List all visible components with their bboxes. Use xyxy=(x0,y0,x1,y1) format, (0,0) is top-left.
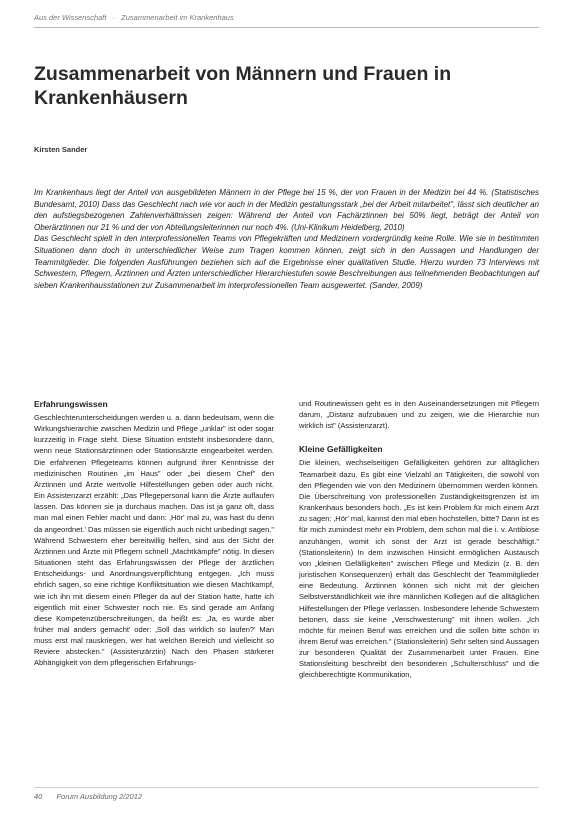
intro-paragraph-1: Im Krankenhaus liegt der Anteil von ausgebildeten Männern in der Pflege bei 15 %, der von Frauen in der Medizin bei 44 %. (Statistisches Bundesamt, 2010) Dass das Geschlecht nach wie vor auch in der Medizin gestaltungsstark „bei der Arbeit mitarbeitet", lässt sich deutlicher an den aufstiegsbezogenen Zahlenverhältnissen zeigen: Während der Anteil von Fachärztinnen bei 50% liegt, beträgt der Anteil von Oberärztinnen nur 21 % und der von Abteilungsleiterinnen nur noch 4%. (Uni-Klinikum Heidelberg, 2010) xyxy=(34,188,539,232)
running-header xyxy=(34,13,539,28)
header-section: Aus der Wissenschaft xyxy=(34,13,107,22)
page-footer xyxy=(34,792,142,801)
left-column xyxy=(34,398,274,669)
header-subsection: Zusammenarbeit im Krankenhaus xyxy=(121,13,234,22)
article-author: Kirsten Sander xyxy=(34,145,88,154)
header-separator: · xyxy=(112,13,116,22)
article-intro xyxy=(34,187,539,291)
page-number: 40 xyxy=(34,792,43,801)
journal-name: Forum Ausbildung 2/2012 xyxy=(56,792,143,801)
right-column-continuation: und Routinewissen geht es in den Auseinandersetzungen mit Pflegern darum, „Distanz aufzubauen und zu zeigen, wie die Hierarchie nun wirklich ist" (Assistenzarzt). xyxy=(299,399,539,431)
intro-paragraph-2: Das Geschlecht spielt in den interprofessionellen Teams von Pflegekräften und Medizinern vordergründig keine Rolle. Wie sie in bestimmten Situationen dann doch in unterschiedlicher Weise zum Tragen kommen können, zeigt sich in den Aussagen und Handlungen der Teammitglieder. Die folgenden Ausführungen beziehen sich auf die Ergebnisse einer qualitativen Studie. Hierzu wurden 73 Interviews mit Schwestern, Pflegern, Ärztinnen und Ärzten unterschiedlicher Hierarchiestufen sowie Beschreibungen aus teilnehmenden Beobachtungen auf sieben Krankenhausstationen zur Zusammenarbeit im interprofessionellen Team ausgewertet. (Sander, 2009) xyxy=(34,234,539,290)
section-heading-erfahrungswissen: Erfahrungswissen xyxy=(34,399,108,409)
right-column-body: Die kleinen, wechselseitigen Gefälligkeiten gehören zur alltäglichen Teamarbeit dazu. Es gibt eine Vielzahl an Tätigkeiten, die sowohl von den Pflegenden wie von den Medizinern übernommen werden können. Die Überschreitung von professionellen Zuständigkeitsgrenzen ist im Krankenhaus besonders hoch. „Es ist kein Problem für mich einem Arzt zu sagen: ‚Hör' mal, kannst den mal eben hochstellen, bitte? Dann ist es für mich zumindest mehr ein Problem, dem schon mal die i. v. Antibiose anzuhängen, womit ich sonst der Arzt ist gerade beschäftigt." (Stationsleiterin) In dem inzwischen Hinsicht ermöglichen Austausch von „kleinen Gefälligkeiten" zwischen Pflege und Medizin (z. B. den juristischen Konsequenzen) erhält das Geschlecht der Teammitglieder eine Bedeutung. Ärztinnen können sich nicht mit der gleichen Selbstverständlichkeit wie ihre männlichen Kollegen auf die alltäglichen Hilfestellungen der Pflege verlassen. Insbesondere lehende Schwestern betonen, dass sie keine „Verschwesterung" mit ihnen wollen. „Ich möchte für meinen Beruf was erreichen und die sollen bitte schön in ihrem Beruf was erreichen." (Stationsleiterin) Sehr selten sind Aussagen zur besonderen Qualität der Zusammenarbeit unter Frauen. Eine Stationsleitung beschreibt den besonderen „Schulterschluss" und die gleichberechtigte Kommunikation, xyxy=(299,458,539,680)
section-heading-gefaelligkeiten: Kleine Gefälligkeiten xyxy=(299,444,383,455)
article-title: Zusammenarbeit von Männern und Frauen in Krankenhäusern xyxy=(34,63,452,109)
right-column xyxy=(299,398,539,681)
footer-divider xyxy=(34,787,539,788)
left-column-body: Geschlechterunterscheidungen werden u. a. dann bedeutsam, wenn die Wirkungshierarchie zwischen Medizin und Pflege „unklar" ist oder sogar kurzzeitig in Frage steht. Diese Situation entsteht insbesondere dann, wenn neue Stationsärztinnen oder Stationsärzte eingearbeitet werden. Die erfahrenen Pflegeteams können aufgrund ihrer Kenntnisse der medizinischen Routinen „im Haus" oder „bei diesem Chef" den Ärztinnen und Ärzte wertvolle Hilfestellungen geben oder auch nicht. Ein Assistenzarzt erzählt: „Das Pflegepersonal kann die Ärzte auflaufen lassen. Das können sie ja durchaus machen. Das ist ja ganz oft, dass man mal einen Fehler macht und dann: ‚Hör' mal zu, was hast du denn da angeordnet.' Das müssen sie eigentlich auch nicht unbedingt sagen." Während Schwestern eher bereitwillig helfen, sind aus der Sicht der Ärztinnen und Ärzte mit Pflegern schnell „Machtkämpfe" nötig. In diesen Situationen steht das Erfahrungswissen der Pflege der ärztlichen Entscheidungs- und Anordnungsverpflichtung entgegen. „Ich muss ehrlich sagen, so eine richtige Konfliktsituation wie diesen Machtkampf, wie ich ihn mit diesem einen Pfleger da auf der Station hatte, hatte ich eigentlich mit einer Schwester noch nie. Es sind gerade am Anfang diese Kompetenzüberschreitungen, da heißt es: ‚Ja, es wurde aber früher mal anders gemacht' oder: ‚Soll das wirklich so laufen?' Man muss erst mal rauskriegen, wer hat welchen Bereich und vielleicht so Reviere abstecken." (Assistenzärztin) Nach den Phasen stärkerer Abhängigkeit von dem pflegerischen Erfahrungs- xyxy=(34,413,274,668)
